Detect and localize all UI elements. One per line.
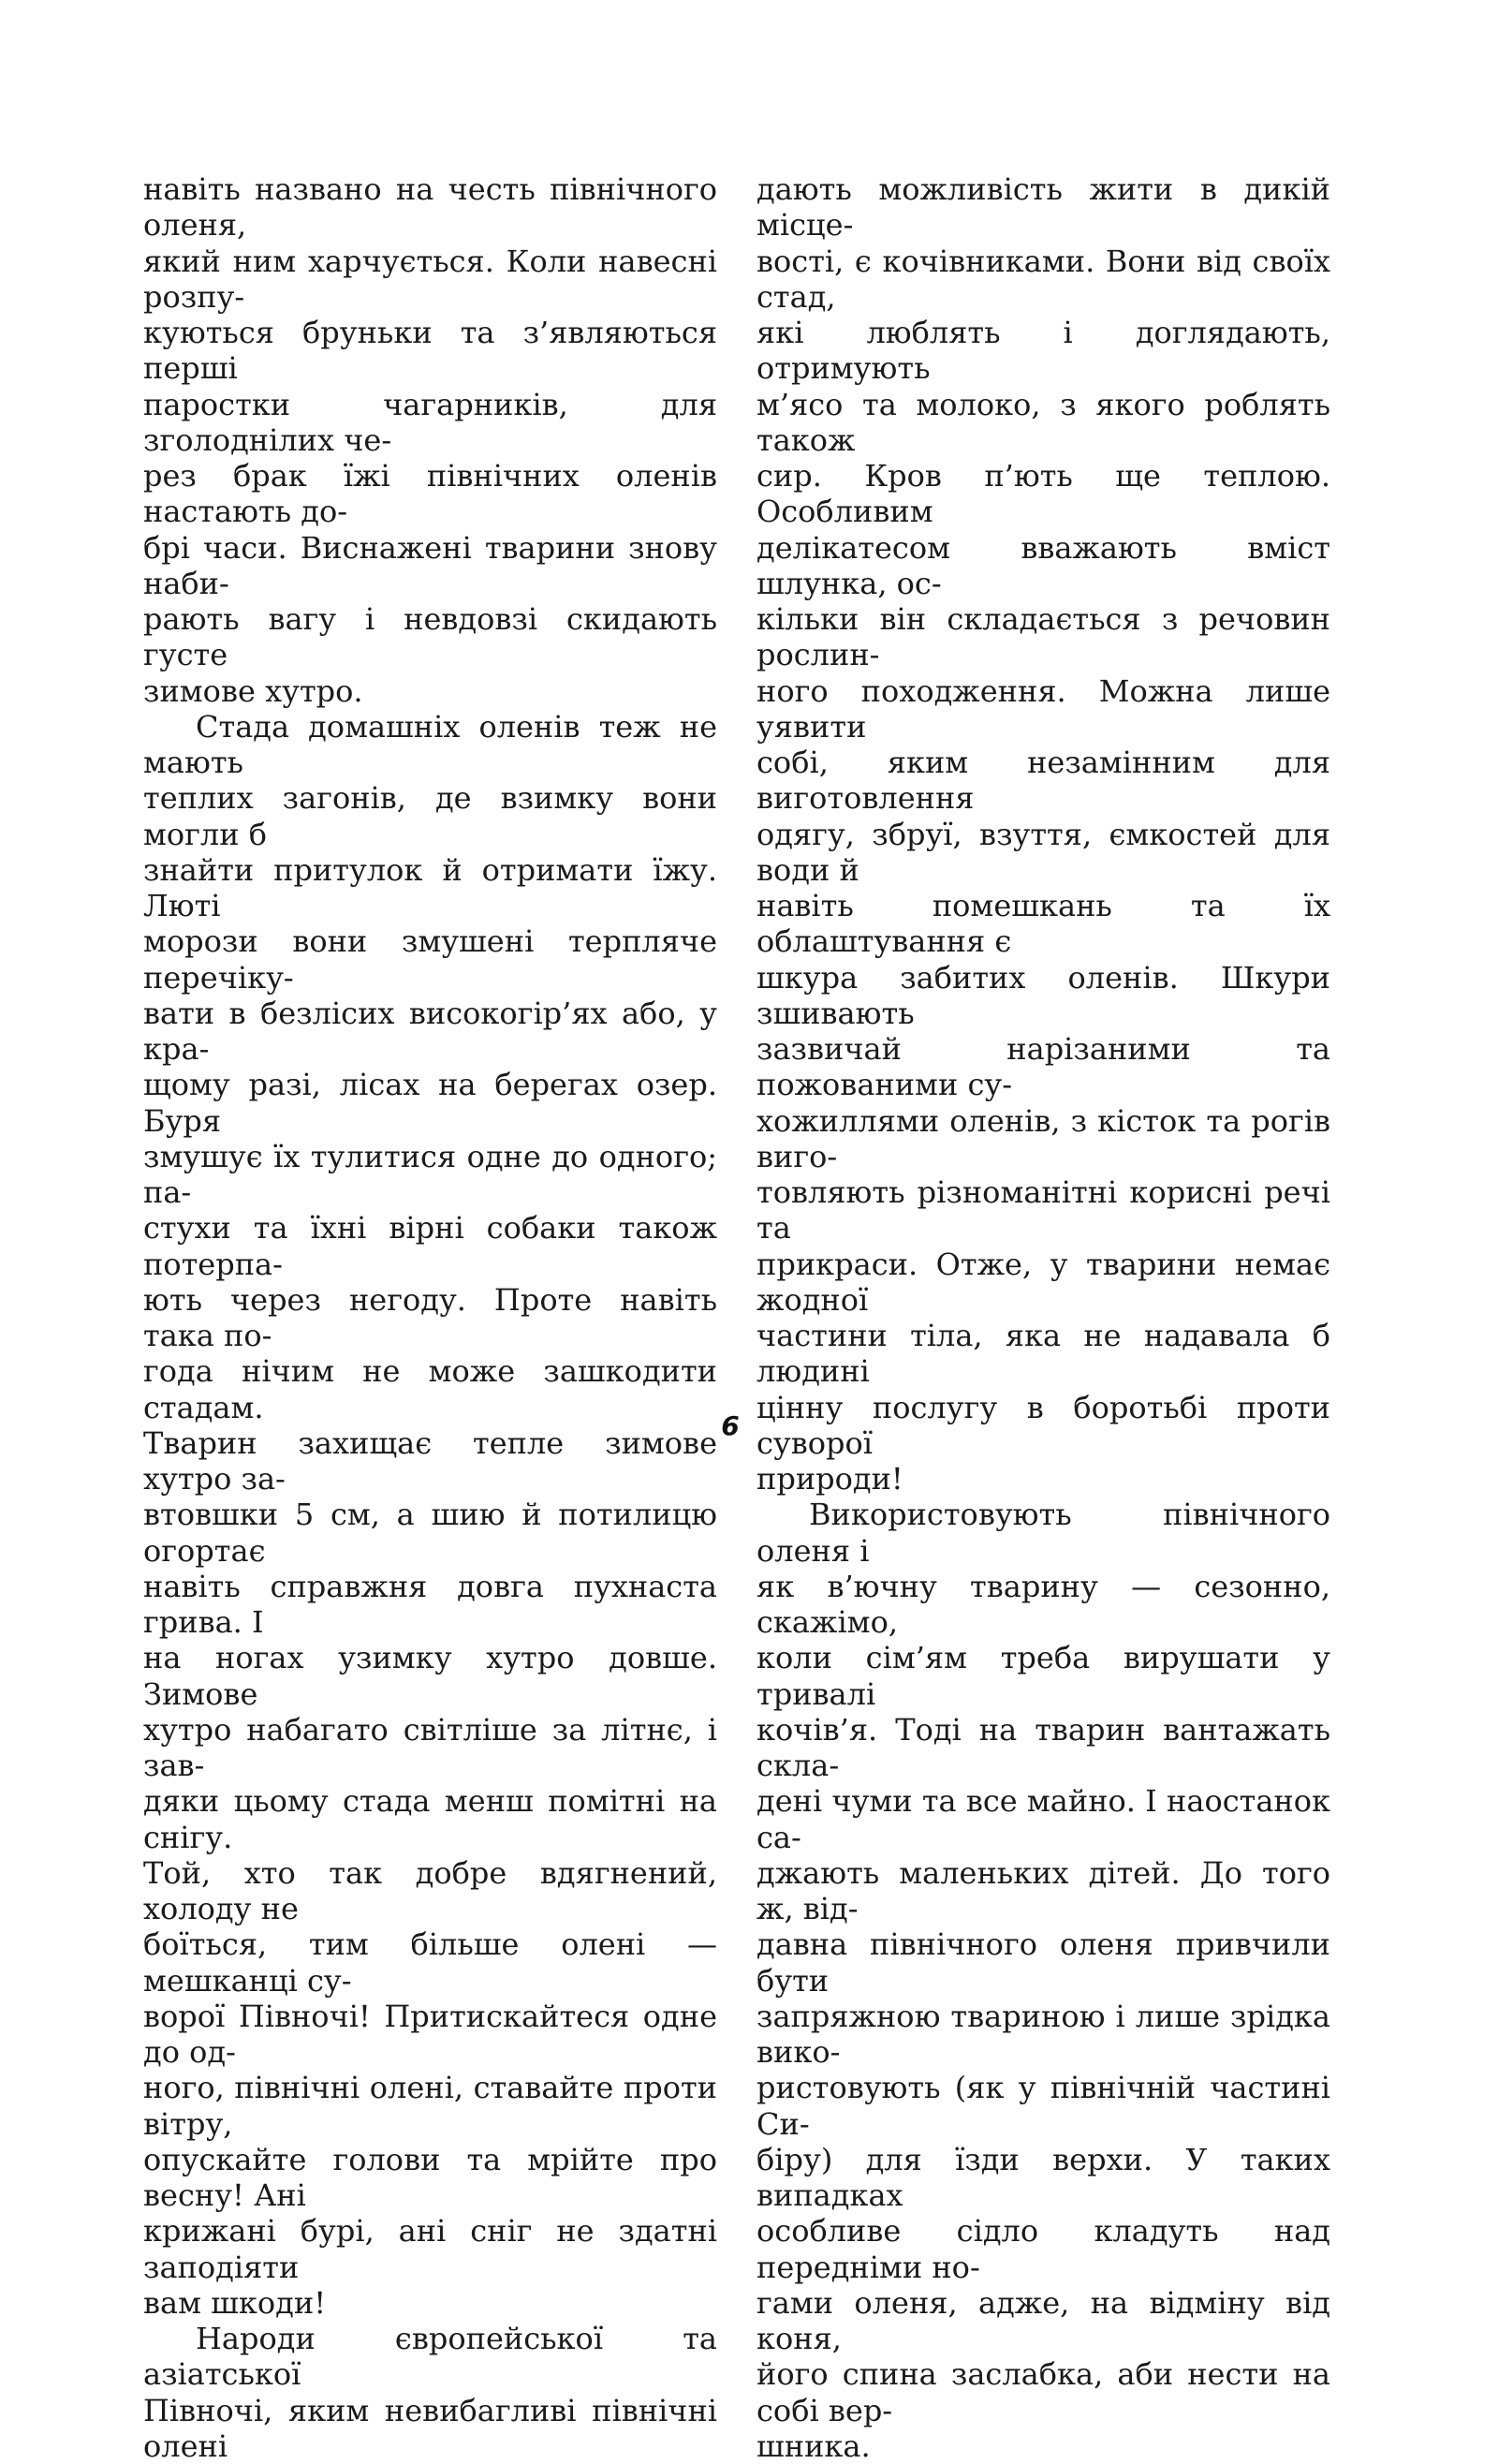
- right-text-column: [756, 171, 1330, 2464]
- paragraph-nomads: дають можливість жити в дикій місце- вості, є кочівниками. Вони від своїх стад, які люблять і доглядають, отримують м’ясо та молоко, з якого роблять також сир. Кров п’ють ще теплою. Особливим делікатесом вважають вміст шлунка, ос- кільки він складається з речовин рослин- ного походження. Можна лише уявити собі, яким незамінним для виготовлення одягу, збруї, взуття, ємкостей для води й навіть помешкань та їх облаштування є шкура забитих оленів. Шкури зшивають зазвичай нарізаними та пожованими су- хожиллями оленів, з кісток та рогів виго- товляють різноманітні корисні речі та прикраси. Отже, у тварини немає жодної частини тіла, яка не надавала б людині цінну послугу в боротьбі проти суворої природи!: [756, 171, 1330, 1497]
- page-number: 6: [721, 1410, 740, 1441]
- paragraph-pack-animal: Використовують північного оленя і як в’ючну тварину — сезонно, скажімо, коли сім’ям треба вирушати у тривалі кочів’я. Тоді на тварин вантажать скла- дені чуми та все майно. І наостанок са- джають маленьких дітей. До того ж, від- давна північного оленя привчили бути запряжною твариною і лише зрідка вико- ристовують (як у північній частині Си- біру) для їзди верхи. У таких випадках особливе сідло кладуть над передніми но- гами оленя, адже, на відміну від коня, його спина заслабка, аби нести на собі вер- шника.: [756, 1497, 1330, 2464]
- paragraph-domestic-herds: Стада домашніх оленів теж не мають теплих загонів, де взимку вони могли б знайти притулок й отримати їжу. Люті морози вони змушені терпляче перечіку- вати в безлісих високогір’ях або, у кра- щому разі, лісах на берегах озер. Буря змушує їх тулитися одне до одного; па- стухи та їхні вірні собаки також потерпа- ють через негоду. Проте навіть така по- года нічим не може зашкодити стадам. Тварин захищає тепле зимове хутро за- втовшки 5 см, а шию й потилицю огортає навіть справжня довга пухнаста грива. І на ногах узимку хутро довше. Зимове хутро набагато світліше за літнє, і зав- дяки цьому стада менш помітні на снігу. Той, хто так добре вдягнений, холоду не боїться, тим більше олені — мешканці су- ворої Півночі! Притискайтеся одне до од- ного, північні олені, ставайте проти вітру, опускайте голови та мрійте про весну! Ані крижані бурі, ані сніг не здатні заподіяти вам шкоди!: [143, 708, 717, 2321]
- left-text-column: [143, 171, 717, 2464]
- paragraph-northern-peoples: Народи європейської та азіатської Півночі, яким невибагливі північні олені: [143, 2321, 717, 2464]
- paragraph-continued: навіть названо на честь північного оленя, який ним харчується. Коли навесні розпу- куються бруньки та з’являються перші паростки чагарників, для зголоднілих че- рез брак їжі північних оленів настають до- брі часи. Виснажені тварини знову наби- рають вагу і невдовзі скидають густе зимове хутро.: [143, 171, 717, 709]
